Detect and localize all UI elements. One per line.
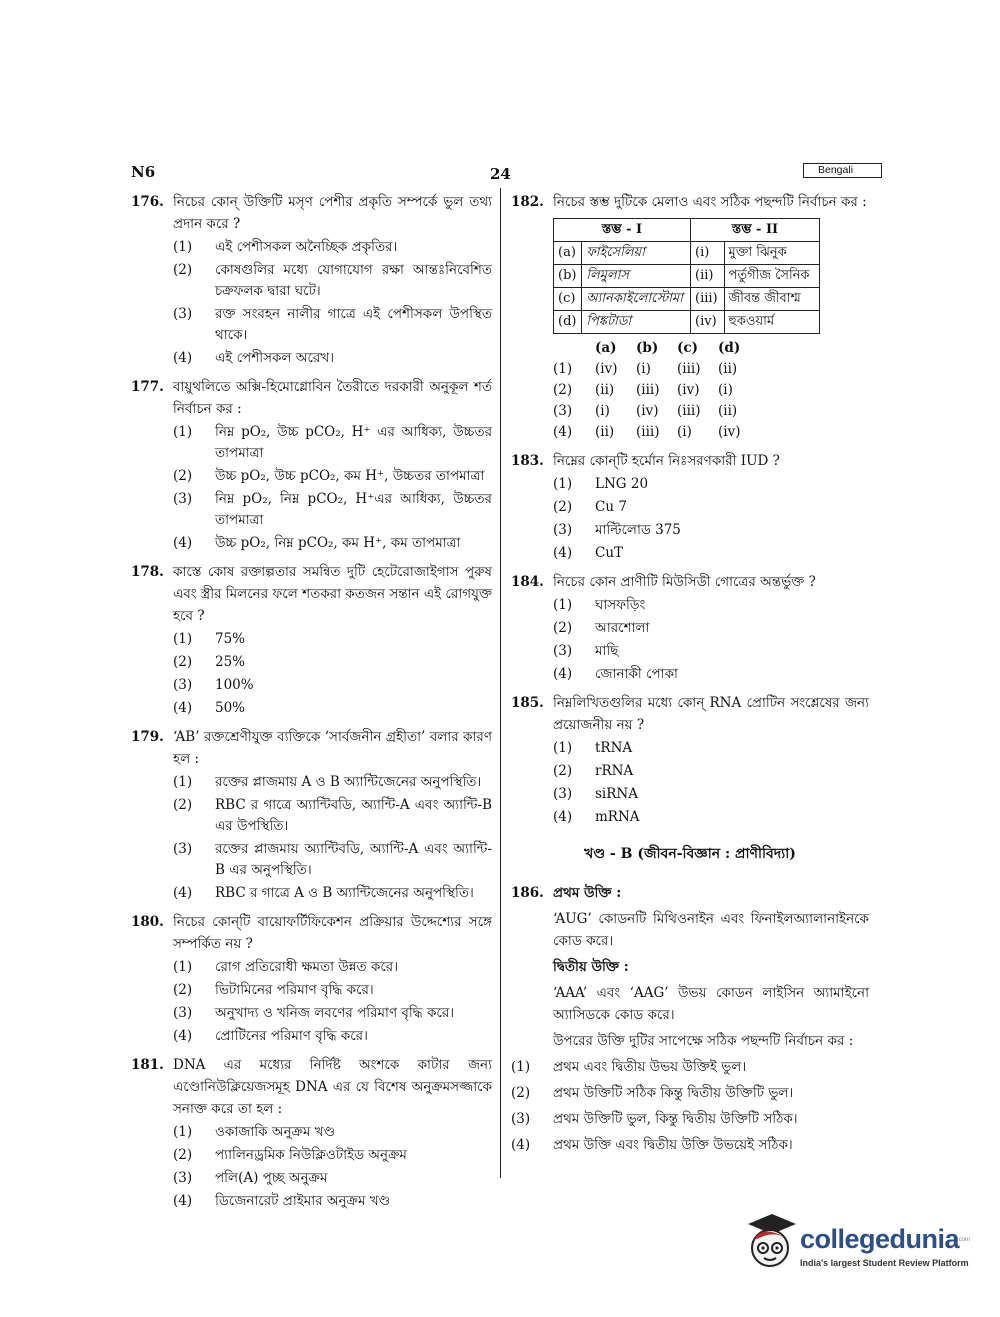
option-number: (3) — [173, 1005, 193, 1021]
option-2 — [511, 1083, 869, 1104]
option-3 — [511, 1109, 869, 1130]
option-text: ডিজেনারেট প্রাইমার অনুক্রম খণ্ড — [215, 1193, 391, 1209]
question-178 — [131, 561, 492, 719]
grid-row — [553, 401, 869, 422]
right-column — [511, 191, 869, 1156]
question-184 — [511, 571, 869, 685]
option-number: (3) — [553, 786, 573, 802]
row-label: (b) — [554, 265, 582, 288]
option-number: (1) — [173, 959, 193, 975]
option-number: (3) — [173, 677, 193, 693]
grid-col-head: (c) — [677, 340, 698, 356]
option-4 — [131, 1191, 492, 1212]
option-number: (2) — [173, 1147, 193, 1163]
option-text: নিম্ন pO₂, নিম্ন pCO₂, H⁺এর আধিক্য, উচ্চতর তাপমাত্রা — [215, 491, 492, 528]
option-text: 25% — [215, 654, 246, 670]
question-text: ‘AB’ রক্তশ্রেণীযুক্ত ব্যক্তিকে ‘সার্বজনীন গ্রহীতা’ বলার কারণ হল : — [173, 729, 492, 767]
option-1 — [131, 237, 492, 258]
statement-1-label: প্রথম উক্তি : — [553, 885, 622, 901]
option-text: উচ্চ pO₂, উচ্চ pCO₂, কম H⁺, উচ্চতর তাপমাত্রা — [215, 468, 485, 484]
option-number: (4) — [511, 1137, 531, 1153]
page-number: 24 — [490, 165, 511, 183]
question-number: 184. — [511, 574, 544, 590]
option-number: (3) — [173, 491, 193, 507]
question-176 — [131, 191, 492, 369]
row-label: (iv) — [691, 311, 725, 334]
option-text: ভিটামিনের পরিমাণ বৃদ্ধি করে। — [215, 982, 374, 998]
option-3 — [511, 520, 869, 541]
question-number: 183. — [511, 453, 544, 469]
option-number: (3) — [511, 1111, 531, 1127]
option-number: (2) — [173, 262, 193, 278]
row-item: হুকওয়ার্ম — [724, 311, 819, 334]
option-2 — [511, 761, 869, 782]
question-text: নিচের কোন প্রাণীটি মিউসিডী গোত্রের অন্তর্ভুক্ত ? — [553, 574, 816, 590]
row-label: (c) — [554, 288, 582, 311]
option-number: (4) — [173, 535, 193, 551]
grid-cell: (iv) — [636, 403, 659, 419]
table-row — [554, 242, 820, 265]
grid-col-head: (b) — [636, 340, 659, 356]
mascot-icon — [742, 1210, 798, 1278]
grid-cell: (ii) — [595, 382, 615, 398]
option-2 — [131, 652, 492, 673]
option-text: অনুখাদ্য ও খনিজ লবণের পরিমাণ বৃদ্ধি করে। — [215, 1005, 455, 1021]
option-number: (4) — [173, 700, 193, 716]
option-number: (3) — [173, 306, 193, 322]
option-number: (3) — [173, 841, 193, 857]
option-1 — [511, 738, 869, 759]
grid-header — [553, 338, 869, 359]
option-number: (2) — [511, 1085, 531, 1101]
option-number: (1) — [173, 1124, 193, 1140]
question-180 — [131, 911, 492, 1047]
option-number: (1) — [173, 774, 193, 790]
option-text: উচ্চ pO₂, নিম্ন pCO₂, কম H⁺, কম তাপমাত্রা — [215, 535, 461, 551]
question-number: 186. — [511, 885, 544, 901]
option-number: (2) — [173, 654, 193, 670]
option-number: (2) — [553, 620, 573, 636]
option-4 — [131, 533, 492, 554]
option-number: (1) — [173, 631, 193, 647]
option-text: মাছি — [595, 643, 619, 659]
collegedunia-logo — [742, 1210, 972, 1280]
paper-code: N6 — [131, 163, 156, 181]
option-2 — [511, 618, 869, 639]
option-text: mRNA — [595, 809, 640, 825]
option-text: জোনাকী পোকা — [595, 666, 678, 682]
question-number: 185. — [511, 695, 544, 711]
option-2 — [131, 795, 492, 837]
row-item: লিমুলাস — [582, 265, 691, 288]
option-text: এই পেশীসকল অনৈচ্ছিক প্রকৃতির। — [215, 239, 398, 255]
option-text: প্রথম উক্তিটি ভুল, কিন্তু দ্বিতীয় উক্তিটি সঠিক। — [553, 1111, 798, 1127]
option-number: (2) — [553, 382, 573, 398]
question-text: বায়ুথলিতে অক্সি-হিমোগ্লোবিন তৈরীতে দরকারী অনুকূল শর্ত নির্বাচন কর : — [173, 379, 492, 417]
grid-col-head: (a) — [595, 340, 617, 356]
row-label: (d) — [554, 311, 582, 334]
option-number: (4) — [553, 666, 573, 682]
option-3 — [131, 839, 492, 881]
statement-2-label: দ্বিতীয় উক্তি : — [553, 959, 629, 975]
row-item: পিঙ্কটাডা — [582, 311, 691, 334]
option-1 — [511, 474, 869, 495]
option-number: (1) — [553, 740, 573, 756]
grid-cell: (iv) — [718, 424, 741, 440]
option-text: রক্তের প্লাজমায় A ও B অ্যান্টিজেনের অনুপস্থিতি। — [215, 774, 482, 790]
question-text: নিম্নের কোন্‌টি হর্মোন নিঃসরণকারী IUD ? — [553, 453, 780, 469]
option-3 — [131, 1168, 492, 1189]
row-label: (a) — [554, 242, 582, 265]
option-number: (1) — [553, 597, 573, 613]
option-text: এই পেশীসকল অরেখ। — [215, 350, 335, 366]
option-2 — [131, 1145, 492, 1166]
row-item: ফাইসেলিয়া — [582, 242, 691, 265]
option-4 — [511, 664, 869, 685]
question-prompt: উপরের উক্তি দুটির সাপেক্ষে সঠিক পছন্দটি নির্বাচন কর : — [553, 1033, 854, 1049]
option-number: (1) — [173, 424, 193, 440]
option-4 — [131, 348, 492, 369]
table-row — [554, 265, 820, 288]
question-number: 177. — [131, 379, 164, 395]
grid-col-head: (d) — [718, 340, 741, 356]
option-4 — [131, 883, 492, 904]
option-number: (2) — [553, 499, 573, 515]
option-text: পলি(A) পুচ্ছ অনুক্রম — [215, 1170, 328, 1186]
question-number: 181. — [131, 1057, 164, 1073]
question-text: DNA এর মধ্যের নির্দিষ্ট অংশকে কাটার জন্য এণ্ডোনিউক্লিয়েজসমূহ DNA এর যে বিশেষ অনুক্রমসজ্জাকে সনাক্ত করে তা হল : — [173, 1057, 492, 1117]
option-number: (2) — [173, 468, 193, 484]
option-text: 75% — [215, 631, 246, 647]
column-divider — [500, 188, 501, 1178]
table-row — [554, 288, 820, 311]
grid-cell: (iii) — [636, 382, 660, 398]
grid-cell: (iv) — [677, 382, 700, 398]
question-177 — [131, 376, 492, 554]
row-item: পর্তুগীজ সৈনিক — [724, 265, 819, 288]
option-number: (1) — [553, 476, 573, 492]
option-text: 100% — [215, 677, 254, 693]
question-number: 176. — [131, 194, 164, 210]
option-text: tRNA — [595, 740, 633, 756]
row-label: (iii) — [691, 288, 725, 311]
option-text: প্যালিনড্রমিক নিউক্লিওটাইড অনুক্রম — [215, 1147, 407, 1163]
option-number: (1) — [173, 239, 193, 255]
question-number: 178. — [131, 564, 164, 580]
option-1 — [131, 772, 492, 793]
question-182 — [511, 191, 869, 443]
grid-cell: (ii) — [718, 403, 738, 419]
option-3 — [131, 489, 492, 531]
option-3 — [131, 1003, 492, 1024]
option-3 — [511, 641, 869, 662]
option-number: (4) — [173, 350, 193, 366]
option-1 — [511, 595, 869, 616]
option-number: (4) — [173, 1193, 193, 1209]
option-text: রোগ প্রতিরোধী ক্ষমতা উন্নত করে। — [215, 959, 399, 975]
grid-cell: (ii) — [595, 424, 615, 440]
question-text: নিচের কোন্ উক্তিটি মসৃণ পেশীর প্রকৃতি সম্পর্কে ভুল তথ্য প্রদান করে ? — [173, 194, 492, 232]
row-item: মুক্তা ঝিনুক — [724, 242, 819, 265]
option-number: (4) — [553, 809, 573, 825]
option-text: RBC র গাত্রে A ও B অ্যান্টিজেনের অনুপস্থিতি। — [215, 885, 474, 901]
option-text: কোষগুলির মধ্যে যোগাযোগ রক্ষা আন্তঃনিবেশিত চক্রফলক দ্বারা ঘটে। — [215, 262, 492, 299]
question-text: নিচের স্তম্ভ দুটিকে মেলাও এবং সঠিক পছন্দটি নির্বাচন কর : — [553, 194, 867, 210]
question-185 — [511, 692, 869, 828]
option-text: RBC র গাত্রে অ্যান্টিবডি, অ্যান্টি-A এবং অ্যান্টি-B এর উপস্থিতি। — [215, 797, 492, 834]
option-text: নিম্ন pO₂, উচ্চ pCO₂, H⁺ এর আধিক্য, উচ্চতর তাপমাত্রা — [215, 424, 492, 461]
option-1 — [131, 957, 492, 978]
row-label: (i) — [691, 242, 725, 265]
option-text: প্রথম উক্তি এবং দ্বিতীয় উক্তি উভয়েই সঠিক। — [553, 1137, 793, 1153]
option-number: (3) — [553, 403, 573, 419]
question-text: কাস্তে কোষ রক্তাল্পতার সমন্বিত দুটি হেটেরোজাইগাস পুরুষ এবং স্ত্রীর মিলনের ফলে শতকরা কতজন সন্তান এই রোগযুক্ত হবে ? — [173, 564, 492, 624]
option-text: প্রোটিনের পরিমাণ বৃদ্ধি করে। — [215, 1028, 368, 1044]
option-number: (2) — [553, 763, 573, 779]
grid-cell: (ii) — [718, 361, 738, 377]
option-number: (4) — [173, 885, 193, 901]
option-text: 50% — [215, 700, 246, 716]
option-text: আরশোলা — [595, 620, 650, 636]
option-3 — [511, 784, 869, 805]
question-179 — [131, 726, 492, 904]
question-text: নিম্নলিখিতগুলির মধ্যে কোন্ RNA প্রোটিন সংশ্লেষের জন্য প্রয়োজনীয় নয় ? — [553, 695, 869, 733]
row-item: অ্যানকাইলোস্টোমা — [582, 288, 691, 311]
match-table — [553, 218, 820, 334]
option-number: (2) — [173, 797, 193, 813]
table-row — [554, 311, 820, 334]
option-text: rRNA — [595, 763, 634, 779]
question-181 — [131, 1054, 492, 1212]
column-1-header: স্তম্ভ - I — [554, 219, 691, 242]
option-1 — [131, 1122, 492, 1143]
grid-cell: (iv) — [595, 361, 618, 377]
logo-tagline: India's largest Student Review Platform — [800, 1258, 969, 1268]
row-label: (ii) — [691, 265, 725, 288]
option-text: প্রথম উক্তিটি সঠিক কিন্তু দ্বিতীয় উক্তিটি ভুল। — [553, 1085, 794, 1101]
option-number: (2) — [173, 982, 193, 998]
option-text: LNG 20 — [595, 476, 649, 492]
answer-grid — [553, 338, 869, 443]
statement-1-text: ‘AUG’ কোডনটি মিথিওনাইন এবং ফিনাইলঅ্যালানাইনকে কোড করে। — [553, 911, 869, 949]
option-4 — [511, 1135, 869, 1156]
grid-row — [553, 359, 869, 380]
grid-cell: (iii) — [636, 424, 660, 440]
grid-cell: (i) — [595, 403, 610, 419]
grid-cell: (iii) — [677, 403, 701, 419]
row-item: জীবন্ত জীবাশ্ম — [724, 288, 819, 311]
question-number: 182. — [511, 194, 544, 210]
option-text: siRNA — [595, 786, 638, 802]
option-text: Cu 7 — [595, 499, 627, 515]
option-text: প্রথম এবং দ্বিতীয় উভয় উক্তিই ভুল। — [553, 1059, 747, 1075]
logo-name: collegedunia — [800, 1224, 960, 1254]
logo-suffix: .com — [957, 1237, 971, 1243]
grid-row — [553, 380, 869, 401]
option-number: (4) — [553, 424, 573, 440]
option-4 — [131, 698, 492, 719]
option-3 — [131, 675, 492, 696]
option-4 — [511, 807, 869, 828]
option-number: (3) — [173, 1170, 193, 1186]
question-text: নিচের কোন্‌টি বায়োফর্টিফিকেশন প্রক্রিয়ার উদ্দেশ্যের সঙ্গে সম্পর্কিত নয় ? — [173, 914, 492, 952]
option-number: (1) — [511, 1059, 531, 1075]
option-number: (4) — [173, 1028, 193, 1044]
left-column — [131, 191, 492, 1219]
option-1 — [131, 422, 492, 464]
statement-2-text: ‘AAA’ এবং ‘AAG’ উভয় কোডন লাইসিন অ্যামাইনো অ্যাসিডকে কোড করে। — [553, 985, 869, 1023]
option-number: (3) — [553, 643, 573, 659]
option-2 — [131, 466, 492, 487]
section-title: খণ্ড - B (জীবন-বিজ্ঞান : প্রাণীবিদ্যা) — [584, 846, 796, 862]
option-number: (4) — [553, 545, 573, 561]
option-text: ঘাসফড়িং — [595, 597, 646, 613]
option-text: CuT — [595, 545, 624, 561]
option-number: (1) — [553, 361, 573, 377]
option-2 — [511, 497, 869, 518]
grid-cell: (iii) — [677, 361, 701, 377]
grid-cell: (i) — [677, 424, 692, 440]
option-text: রক্তের প্লাজমায় অ্যান্টিবডি, অ্যান্টি-A এবং অ্যান্টি-B এর অনুপস্থিতি। — [215, 841, 492, 878]
grid-cell: (i) — [718, 382, 733, 398]
option-1 — [511, 1057, 869, 1078]
option-text: ওকাজাকি অনুক্রম খণ্ড — [215, 1124, 336, 1140]
option-2 — [131, 980, 492, 1001]
option-4 — [131, 1026, 492, 1047]
question-number: 180. — [131, 914, 164, 930]
question-186 — [511, 882, 869, 1052]
language-badge: Bengali — [803, 163, 882, 178]
grid-row — [553, 422, 869, 443]
page-header — [0, 163, 1000, 187]
question-183 — [511, 450, 869, 564]
option-number: (3) — [553, 522, 573, 538]
option-4 — [511, 543, 869, 564]
option-2 — [131, 260, 492, 302]
question-number: 179. — [131, 729, 164, 745]
option-text: মাল্টিলোড 375 — [595, 522, 681, 538]
option-1 — [131, 629, 492, 650]
column-2-header: স্তম্ভ - II — [691, 219, 820, 242]
grid-cell: (i) — [636, 361, 651, 377]
option-3 — [131, 304, 492, 346]
option-text: রক্ত সংবহন নালীর গাত্রে এই পেশীসকল উপস্থিত থাকে। — [215, 306, 492, 343]
